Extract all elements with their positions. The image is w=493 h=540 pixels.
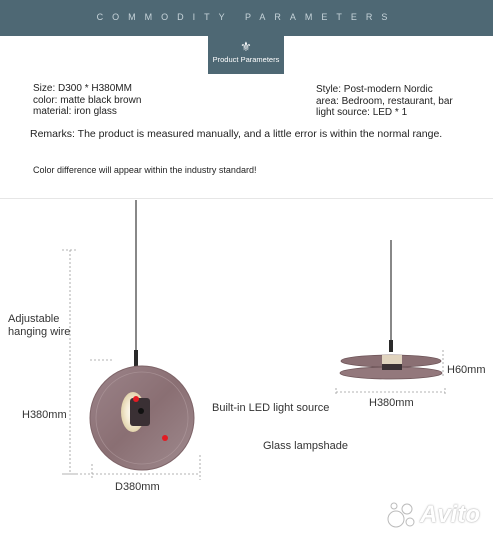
hanging-wire-label: Adjustable hanging wire [8,313,71,338]
color-note: Color difference will appear within the industry standard! [33,165,257,175]
height-label: H380mm [22,409,67,421]
wire-connector [134,350,138,366]
front-lamp [90,200,194,470]
avito-watermark [386,500,486,530]
spec-color: color: matte black brown [33,94,142,106]
spec-material: material: iron glass [33,106,117,117]
side-lamp [340,240,442,379]
spec-light-source: light source: LED * 1 [316,107,408,118]
spec-area: area: Bedroom, restaurant, bar [316,95,453,107]
avito-dots-icon [386,500,418,530]
banner-title: COMMODITY PARAMETERS [96,12,397,22]
side-width-label: H380mm [369,397,414,409]
watermark-text: Avito [420,501,480,528]
spec-size: Size: D300 * H380MM [33,83,132,94]
led-marker [133,396,139,402]
tab-label: Product Parameters [212,55,280,64]
diameter-label: D380mm [115,481,160,493]
shade-label: Glass lampshade [263,440,348,452]
shade-marker [162,435,168,441]
spec-style: Style: Post-modern Nordic [316,84,433,95]
led-label: Built-in LED light source [212,402,330,414]
side-height-label: H60mm [447,364,486,376]
fleur-de-lis-icon: ⚜ [240,39,252,54]
remarks-text: Remarks: The product is measured manually, and a little error is within the normal range. [30,128,443,140]
